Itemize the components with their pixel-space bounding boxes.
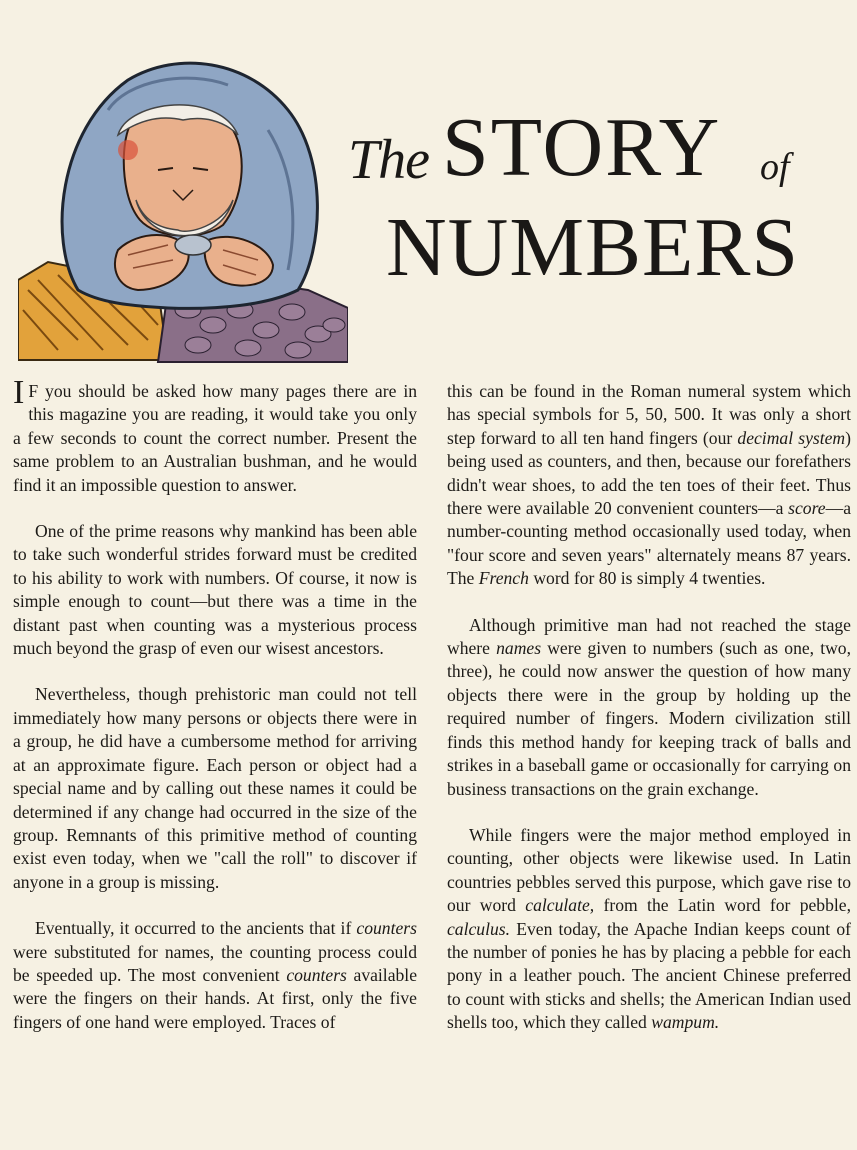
paragraph-text: ) being used as counters, and then, because our forefathers didn't wear shoes, to add the ten toes of their feet. Thus there were available 20 convenient counters—a xyxy=(447,427,852,519)
paragraph xyxy=(13,917,417,1034)
paragraph-text: were substituted for names, the counting process could be speeded up. The most convenient xyxy=(13,941,417,985)
paragraph-text: this can be found in the Roman numeral system which has special symbols for 5, 50, 500. It was only a short step forward to all ten hand fingers (our xyxy=(447,381,851,448)
drop-cap: I xyxy=(13,374,25,411)
paragraph-text: —a number-counting method occasionally used today, when "four score and seven years" alternately means 87 years. The xyxy=(447,498,851,589)
paragraph xyxy=(447,380,851,591)
emphasis: counters xyxy=(286,964,347,985)
emphasis: wampum. xyxy=(651,1012,720,1033)
title-story: STORY xyxy=(442,101,722,194)
paragraph-text: were given to numbers (such as one, two, three), he could now answer the question of how many objects there were in the group by holding up the required number of fingers. Modern civilization still finds this method handy for keeping track of balls and strikes in a baseball game or occasionally for carrying on business transactions on the grain exchange. xyxy=(447,638,851,799)
paragraph-text: F you should be asked how many pages there are in this magazine you are reading, it would take you only a few seconds to count the correct number. Present the same problem to an Australian bushman, and he would find it an impossible question to answer. xyxy=(13,381,417,495)
emphasis: decimal system xyxy=(737,427,846,448)
emphasis: French xyxy=(478,568,529,589)
paragraph-text: available were the fingers on their hands. At first, only the five fingers of one hand were employed. Traces of xyxy=(13,964,417,1032)
left-column xyxy=(13,374,417,1057)
right-column xyxy=(447,380,851,1058)
hooded-figure xyxy=(62,63,317,308)
paragraph-text: Although primitive man had not reached the stage where xyxy=(447,614,851,659)
title-of: of xyxy=(760,146,790,188)
paragraph-text: Even today, the Apache Indian keeps count of the number of ponies he has by placing a pebble for each pony in a leather pouch. The ancient Chinese preferred to count with sticks and shells; the American Indian used shells too, which they called xyxy=(447,918,851,1033)
emphasis: score xyxy=(788,498,826,519)
emphasis: calculus. xyxy=(447,918,511,939)
paragraph: Nevertheless, though prehistoric man could not tell immediately how many persons or objects there were in a group, he did have a cumbersome method for arriving at an approximate figure. Each person or object had a special name and by calling out these names it could be determined if any change had occurred in the size of the group. Remnants of this primitive method of counting exist even today, when we "call the roll" to discover if anyone in a group is missing. xyxy=(13,684,417,892)
paragraph xyxy=(447,824,851,1035)
paragraph xyxy=(13,374,417,497)
paragraph-text: Eventually, it occurred to the ancients that if xyxy=(35,918,357,939)
paragraph: One of the prime reasons why mankind has been able to take such wonderful strides forward must be credited to his ability to work with numbers. Of course, it now is simple enough to count—but there was a time in the distant past when counting was a mysterious process much beyond the grasp of even our wisest ancestors. xyxy=(13,521,417,659)
paragraph-text: While fingers were the major method employed in counting, other objects were likewise used. In Latin countries pebbles served this purpose, which gave rise to our word xyxy=(447,824,851,916)
paragraph xyxy=(447,614,851,801)
emphasis: counters xyxy=(356,918,417,939)
emphasis: calculate, xyxy=(525,895,595,916)
emphasis: names xyxy=(496,638,542,659)
title-numbers: NUMBERS xyxy=(386,201,800,294)
paragraph-text: from the Latin word for pebble, xyxy=(594,895,851,916)
paragraph-text: word for 80 is simply 4 twenties. xyxy=(528,568,766,589)
title-the: The xyxy=(348,129,429,191)
old-man-counting-icon xyxy=(18,40,348,370)
